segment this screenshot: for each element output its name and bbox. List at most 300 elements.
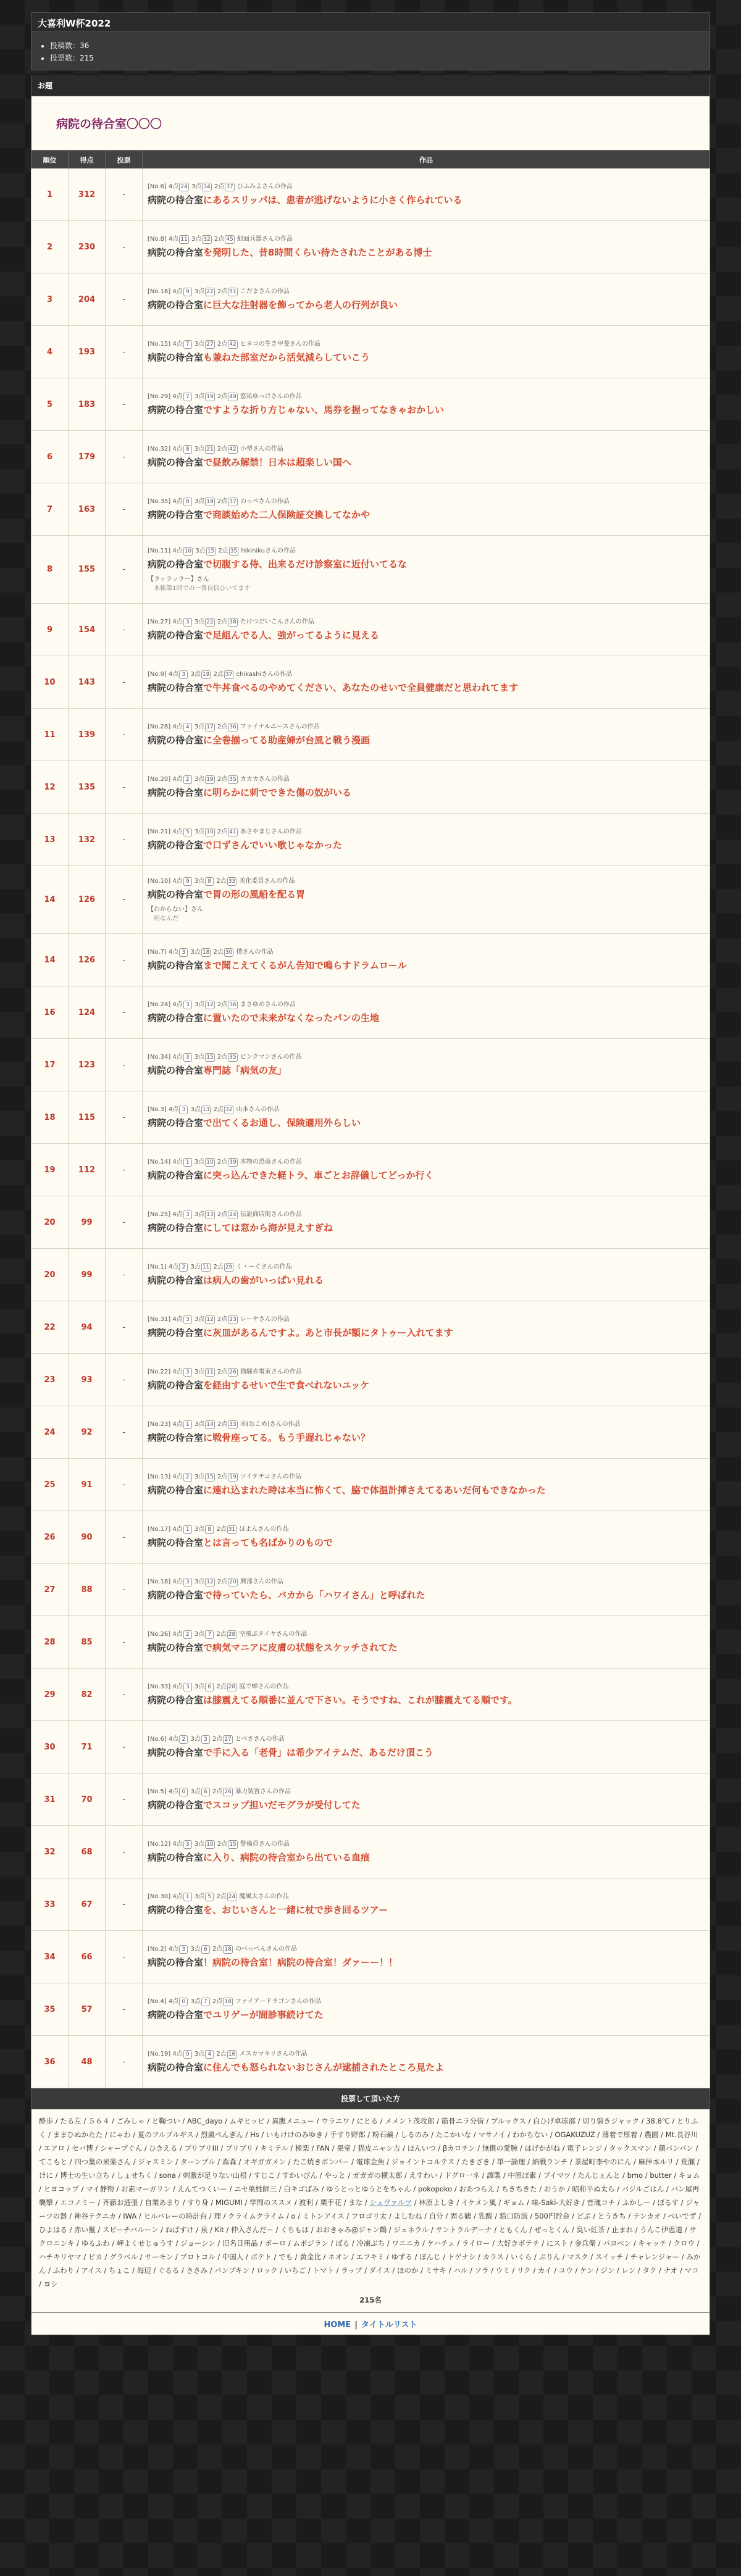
rank-cell: 2 [31, 221, 69, 273]
rank-cell: 32 [31, 1826, 69, 1878]
voter-separator: / [539, 2239, 546, 2248]
voter-separator: / [284, 2212, 291, 2220]
voter-name: 農園 [644, 2130, 659, 2139]
voter-name: ライロー [461, 2239, 490, 2248]
voter-name: pokopoko [417, 2185, 453, 2193]
entry-author: chikashi [236, 671, 262, 678]
entry-meta: [No.32] 4点 8 3点 21 2点 42 小型さんの作品 [148, 446, 283, 452]
entry-odai: 病院の待合室 [148, 1537, 204, 1548]
entry-number: No.32 [149, 446, 169, 452]
voter-name: キャッチ [638, 2239, 667, 2248]
voter-name: しるのみ [400, 2130, 429, 2139]
voter-name: 粉石鹸 [372, 2130, 394, 2139]
voter-separator: / [53, 2171, 61, 2180]
voter-separator: / [109, 2171, 117, 2180]
entry-answer [148, 786, 705, 799]
voter-name: 四つ葉の果楽さん [74, 2157, 132, 2166]
entry-number: No.31 [149, 1316, 169, 1323]
entry-answer-text: に連れ込まれた時は本当に怖くて、脇で体温計挿さえてるあいだ何もできなかった [203, 1485, 546, 1496]
odai-title: 病院の待合室〇〇〇 [56, 117, 162, 131]
voter-separator: / [626, 2212, 633, 2220]
entry-odai: 病院の待合室 [148, 404, 204, 415]
voter-separator: / [320, 2253, 329, 2261]
entry-suffix: さんの作品 [266, 1946, 298, 1953]
entry-answer-text: は膝震えてる順番に並んで下さい。そうですね、これが膝震えてる順です。 [203, 1694, 517, 1706]
entry-number: No.14 [149, 1159, 169, 1165]
vote-cell: - [106, 1091, 143, 1144]
voter-separator: / [177, 2144, 185, 2153]
ranking-table [31, 151, 710, 2088]
points-cell: 82 [69, 1669, 106, 1721]
score4-count: 0 [179, 1998, 188, 2006]
entry-suffix: さんの作品 [270, 828, 302, 835]
entry-odai: 病院の待合室 [148, 1432, 204, 1443]
entry-suffix: さんの作品 [257, 1683, 289, 1690]
voter-separator: / [614, 2266, 622, 2275]
voter-name: にスト [546, 2239, 568, 2248]
voter-separator: / [309, 2225, 316, 2234]
score2-count: 28 [228, 1684, 236, 1690]
entry-odai: 病院の待合室 [148, 1380, 204, 1391]
points-cell: 66 [69, 1931, 106, 1983]
voter-separator: / [116, 2212, 124, 2220]
voter-separator: / [81, 2253, 88, 2261]
vote-cell: - [106, 1774, 143, 1826]
score4-count: 9 [183, 288, 192, 296]
voter-separator: / [595, 2130, 602, 2139]
voter-separator: / [277, 2266, 285, 2275]
voter-separator: / [246, 2171, 254, 2180]
voter-separator: / [109, 2117, 117, 2125]
voter-name: まな [348, 2198, 363, 2207]
voter-name: とうきち [597, 2212, 626, 2220]
entry-answer-text: で胃の形の風船を配る胃 [203, 888, 306, 900]
voter-name: すかいびん [282, 2171, 317, 2180]
voter-name: エアロ [43, 2144, 65, 2153]
voter-separator: / [633, 2225, 640, 2234]
voter-name: グラベル [109, 2253, 138, 2261]
score2-count: 35 [229, 1054, 237, 1061]
voter-separator: / [138, 2253, 145, 2261]
rank-cell: 14 [31, 866, 69, 934]
vote-cell: - [106, 1039, 143, 1091]
ranking-row [31, 604, 710, 656]
voter-name: マコ [684, 2266, 699, 2275]
ranking-row [31, 483, 710, 536]
score2-count: 31 [228, 1527, 236, 1533]
voter-separator: / [505, 2130, 513, 2139]
voter-separator: / [152, 2171, 159, 2180]
entry-answer-text: で切腹する侍、出来るだけ診察室に近付いてるな [203, 558, 408, 570]
score3-count: 18 [202, 949, 210, 956]
voter-name: フロゴリ太 [351, 2212, 387, 2220]
entry-answer-text: は病人の歯がいっぱい見れる [203, 1275, 324, 1286]
entry-author: ファイアードラゴン [235, 1998, 291, 2005]
voter-separator: / [193, 2225, 201, 2234]
voter-name: やっと [324, 2171, 346, 2180]
score4-count: 8 [183, 445, 192, 454]
entry-answer [148, 298, 705, 312]
voter-separator: / [39, 2280, 44, 2288]
entry-odai: 病院の待合室 [148, 1117, 204, 1128]
voter-name: ウミ [495, 2266, 510, 2275]
voter-name: とりふく [39, 2117, 698, 2139]
points-cell: 85 [69, 1616, 106, 1669]
entry-answer-text: で昼飲み解禁！日本は超楽しい国へ [203, 457, 352, 468]
score4-count: 3 [183, 1211, 192, 1219]
voter-separator: / [666, 2239, 674, 2248]
voter-separator: / [454, 2157, 462, 2166]
entry-number: No.30 [149, 1893, 169, 1900]
entry-meta: [No.7] 4点 3 3点 18 2点 30 僕さんの作品 [148, 949, 274, 956]
voter-name: ちょこ [108, 2266, 130, 2275]
ranking-row [31, 431, 710, 483]
voter-separator: / [503, 2253, 511, 2261]
voter-separator: / [218, 2144, 225, 2153]
voter-name: 薄着で厚着 [601, 2130, 638, 2139]
score3-count: 32 [203, 236, 211, 243]
voter-separator: / [330, 2144, 337, 2153]
entry-suffix: さんの作品 [261, 1264, 292, 1270]
score4-count: 11 [180, 236, 188, 243]
entry-meta: [No.12] 4点 3 3点 10 2点 15 警備員さんの作品 [148, 1841, 290, 1848]
vote-cell: - [106, 1459, 143, 1511]
score2-count: 33 [229, 1422, 237, 1428]
voter-separator: / [78, 2185, 86, 2193]
voter-separator: / [39, 2185, 44, 2193]
score2-count: 36 [229, 1002, 237, 1008]
voter-separator: / [643, 2171, 650, 2180]
points-cell: 155 [69, 536, 106, 604]
voter-name: 仲入さんだー [231, 2225, 274, 2234]
voter-name: けに [39, 2171, 53, 2180]
score3-count: 8 [205, 1525, 214, 1534]
points-cell: 57 [69, 1983, 106, 2036]
entry-answer-text: で手に入る「老骨」は希少アイテムだ、あるだけ頂こう [203, 1747, 433, 1758]
entry-cell [143, 1039, 710, 1091]
voter-name: パン屋再襲撃 [39, 2185, 700, 2207]
voter-separator: / [207, 2212, 214, 2220]
header-points: 得点 [69, 151, 106, 169]
voter-separator: / [101, 2266, 109, 2275]
entry-odai: 病院の待合室 [148, 840, 204, 851]
voter-name: てこもと [39, 2157, 67, 2166]
voter-name: MIGUMI [215, 2198, 243, 2207]
voter-name: 赤い鬣 [74, 2225, 96, 2234]
voter-separator: / [536, 2171, 543, 2180]
entry-author: ヒヨコの生き甲斐 [240, 341, 290, 348]
entry-cell [143, 326, 710, 378]
entry-meta: [No.21] 4点 5 3点 10 2点 41 あさやまじさんの作品 [148, 828, 302, 835]
entry-answer-text: で口ずさんでいい歌じゃなかった [203, 840, 343, 851]
voter-name: ほんいつ [407, 2144, 436, 2153]
voter-name: 斉藤お通張 [102, 2198, 138, 2207]
voter-separator: / [480, 2171, 487, 2180]
voter-separator: / [295, 2212, 303, 2220]
score3-count: 15 [206, 1054, 214, 1061]
entry-odai: 病院の待合室 [148, 2009, 204, 2020]
voter-name: よしむね [393, 2212, 422, 2220]
voter-name: エコノミー [60, 2198, 96, 2207]
ranking-row [31, 536, 710, 604]
voter-separator: / [492, 2212, 500, 2220]
entry-author: まさゆめ [240, 1001, 265, 1008]
ranking-row [31, 1931, 710, 1983]
entry-number: No.1 [149, 1264, 164, 1270]
points-cell: 67 [69, 1878, 106, 1931]
voter-name: すじこ [253, 2171, 275, 2180]
home-link[interactable]: HOME [324, 2320, 351, 2330]
voter-separator: / [344, 2212, 351, 2220]
voter-separator: / [179, 2266, 186, 2275]
points-cell: 143 [69, 656, 106, 709]
score3-count: 6 [201, 1945, 210, 1954]
voter-separator: / [53, 2198, 61, 2207]
voter-name: 博士の生い立ち [60, 2171, 110, 2180]
voter-separator: / [215, 2253, 222, 2261]
voter-name: ケハチェ [427, 2239, 455, 2248]
comment-text: 本帳第1回での一番自信ひいてます [154, 585, 251, 592]
vote-cell: - [106, 1616, 143, 1669]
points-cell: 92 [69, 1406, 106, 1459]
points-cell: 115 [69, 1091, 106, 1144]
score2-count: 28 [228, 1632, 236, 1638]
voter-name: マイ静物 [86, 2185, 114, 2193]
entry-answer [148, 403, 705, 417]
voter-separator: / [605, 2225, 612, 2234]
entry-odai: 病院の待合室 [148, 1904, 204, 1915]
voter-name: スイッチ [595, 2253, 624, 2261]
ranking-row [31, 1564, 710, 1616]
entry-number: No.6 [149, 1736, 164, 1743]
voter-separator: / [488, 2266, 496, 2275]
entry-meta: [No.10] 4点 9 3点 8 2点 33 美化委員さんの作品 [148, 877, 295, 885]
voter-separator: / [679, 2253, 687, 2261]
points-cell: 93 [69, 1354, 106, 1406]
voter-name: カイ [537, 2266, 552, 2275]
voter-separator: / [560, 2253, 567, 2261]
points-cell: 99 [69, 1249, 106, 1301]
voter-separator: / [286, 2157, 293, 2166]
voter-separator: / [333, 2266, 341, 2275]
entry-answer-text: にあるスリッパは、患者が逃げないように小さく作られている [203, 194, 463, 206]
voter-separator: / [532, 2253, 539, 2261]
rank-cell: 12 [31, 761, 69, 814]
voter-name: タックスマン [609, 2144, 651, 2153]
entry-meta: [No.6] 4点 24 3点 34 2点 37 ひふみよさんの作品 [148, 183, 293, 190]
voters-count: 215名 [359, 2296, 382, 2304]
voter-separator: / [475, 2253, 483, 2261]
voter-name: 荒瀬 [680, 2157, 695, 2166]
voter-name: すり身 [187, 2198, 209, 2207]
rank-cell: 30 [31, 1721, 69, 1774]
entry-meta: [No.35] 4点 8 3点 19 2点 37 のっぺさんの作品 [148, 498, 290, 505]
entry-cell [143, 604, 710, 656]
voter-name: 無償の愛腕 [482, 2144, 518, 2153]
entry-answer [148, 838, 705, 852]
entry-suffix: さんの作品 [270, 1159, 302, 1165]
voter-name: パンプキン [214, 2266, 250, 2275]
ranking-row [31, 1511, 710, 1564]
ranking-row [31, 1196, 710, 1249]
entry-author: 米(おこめ) [240, 1421, 270, 1428]
voter-separator: / [207, 2225, 215, 2234]
score3-count: 12 [206, 1002, 214, 1008]
entry-answer [148, 1378, 705, 1392]
ranking-row [31, 1616, 710, 1669]
points-cell: 126 [69, 934, 106, 986]
entry-cell [143, 1301, 710, 1354]
voter-separator: / [443, 2212, 450, 2220]
entry-meta: [No.19] 4点 0 3点 4 2点 16 メスカマキリさんの作品 [148, 2051, 308, 2057]
entry-cell [143, 1354, 710, 1406]
entry-answer [148, 351, 705, 364]
comment-text: 何なんだ [154, 915, 178, 922]
score3-count: 17 [206, 724, 214, 730]
ranking-row [31, 1144, 710, 1196]
entry-answer [148, 2061, 705, 2074]
score2-count: 32 [225, 1107, 233, 1113]
voter-name: Mt.長谷川 [665, 2130, 698, 2139]
voter-name: イケメン風 [461, 2198, 496, 2207]
title-list-link[interactable]: タイトルリスト [361, 2320, 417, 2330]
entry-number: No.12 [149, 1841, 169, 1848]
voter-separator: / [109, 2239, 117, 2248]
voter-separator: / [350, 2239, 357, 2248]
voter-name: o [291, 2212, 296, 2220]
entry-cell [143, 378, 710, 431]
ranking-row [31, 221, 710, 273]
entry-answer [148, 1798, 705, 1812]
entry-cell [143, 761, 710, 814]
voter-name: みかん [39, 2253, 701, 2275]
voter-separator: / [551, 2266, 559, 2275]
score3-count: 22 [206, 289, 214, 295]
entry-comment [148, 905, 705, 923]
voter-name: ５６４ [88, 2117, 110, 2125]
voter-separator: / [93, 2144, 100, 2153]
header-rank: 順位 [31, 151, 69, 169]
score2-count: 23 [229, 1317, 237, 1323]
voter-name: ボーロ [264, 2239, 287, 2248]
voter-name: FAN [316, 2144, 330, 2153]
entry-author: 本物の恐竜 [240, 1159, 271, 1165]
points-cell: 139 [69, 709, 106, 761]
voter-name: マスク [567, 2253, 588, 2261]
voter-name[interactable]: シュヴァルツ [369, 2198, 412, 2207]
voter-separator: / [517, 2144, 525, 2153]
score3-count: 12 [206, 1317, 214, 1323]
entry-answer [148, 1693, 705, 1707]
voter-separator: / [537, 2185, 544, 2193]
voter-name: オギガガメン [243, 2157, 287, 2166]
rank-cell: 33 [31, 1878, 69, 1931]
score4-count: 5 [183, 828, 192, 836]
score3-count: 13 [202, 1107, 210, 1113]
comment-author: 【ラッラッラー】さん [148, 575, 209, 583]
entry-author: ファイナルエース [240, 723, 289, 730]
score4-count: 3 [183, 618, 192, 627]
score4-count: 2 [179, 1735, 188, 1744]
voter-separator: / [277, 2185, 284, 2193]
ranking-header-row [31, 151, 710, 169]
score3-count: 27 [206, 341, 214, 348]
entry-suffix: さんの作品 [283, 619, 314, 625]
points-cell: 135 [69, 761, 106, 814]
voter-separator: / [496, 2198, 503, 2207]
entry-cell [143, 866, 710, 934]
voter-name: ブルックス [490, 2117, 526, 2125]
points-cell: 154 [69, 604, 106, 656]
voter-name: たる左 [60, 2117, 82, 2125]
entry-odai: 病院の待合室 [148, 1327, 204, 1338]
entry-author: のっぺ [240, 498, 259, 505]
entry-author: 庭で蝉 [239, 1683, 258, 1690]
voter-separator: / [173, 2157, 180, 2166]
voter-name: 海辺 [136, 2266, 151, 2275]
rank-cell: 34 [31, 1931, 69, 1983]
voter-name: 中国人 [222, 2253, 244, 2261]
points-cell: 68 [69, 1826, 106, 1878]
voter-separator: / [614, 2185, 622, 2193]
voter-name: 学問のススメ [249, 2198, 293, 2207]
entry-author: 悠祐ゆっけ [240, 393, 271, 400]
rank-cell: 18 [31, 1091, 69, 1144]
voter-separator: / [484, 2117, 491, 2125]
voter-name: 森森 [222, 2157, 237, 2166]
voter-name: 止まれ [611, 2225, 634, 2234]
ranking-row [31, 814, 710, 866]
score4-count: 2 [183, 1630, 192, 1639]
voter-name: bmo [627, 2171, 643, 2180]
entry-number: No.3 [149, 1106, 164, 1113]
entry-cell [143, 1511, 710, 1564]
entry-author: のべっぺん [235, 1946, 267, 1953]
voter-name: にゃわ [109, 2130, 131, 2139]
voter-name: βカロチン [442, 2144, 475, 2153]
rank-cell: 4 [31, 326, 69, 378]
voter-separator: / [385, 2239, 392, 2248]
voter-name: ひよはる [39, 2225, 67, 2234]
voter-separator: / [569, 2212, 577, 2220]
rank-cell: 31 [31, 1774, 69, 1826]
voter-separator: / [588, 2253, 595, 2261]
voter-name: 夏のフルブルギス [137, 2130, 194, 2139]
voter-separator: / [590, 2212, 598, 2220]
entry-suffix: さんの作品 [264, 1001, 296, 1008]
entry-answer-text: に戦骨座ってる。もう手遅れじゃない？ [203, 1432, 371, 1443]
score2-count: 35 [230, 548, 238, 554]
entry-answer-text: でスコップ担いだモグラが受付してた [203, 1799, 361, 1811]
ranking-row [31, 866, 710, 934]
page-wrapper [31, 12, 710, 2335]
score3-count: 11 [202, 1264, 210, 1270]
voter-name: サクロニンキ [39, 2225, 697, 2248]
voter-separator: / [207, 2266, 215, 2275]
score4-count: 2 [183, 1473, 192, 1482]
voter-separator: / [65, 2144, 72, 2153]
voter-name: ヒルバレーの時計台 [143, 2212, 207, 2220]
entry-answer-text: に明らかに刺でできた傷の奴がいる [203, 787, 352, 798]
voter-separator: / [440, 2253, 448, 2261]
voter-separator: / [593, 2266, 601, 2275]
entry-odai: 病院の待合室 [148, 457, 204, 468]
points-cell: 124 [69, 986, 106, 1039]
voter-separator: / [74, 2239, 82, 2248]
score3-count: 19 [206, 499, 214, 505]
score4-count: 9 [183, 877, 192, 886]
entry-odai: 病院の待合室 [148, 1957, 204, 1968]
